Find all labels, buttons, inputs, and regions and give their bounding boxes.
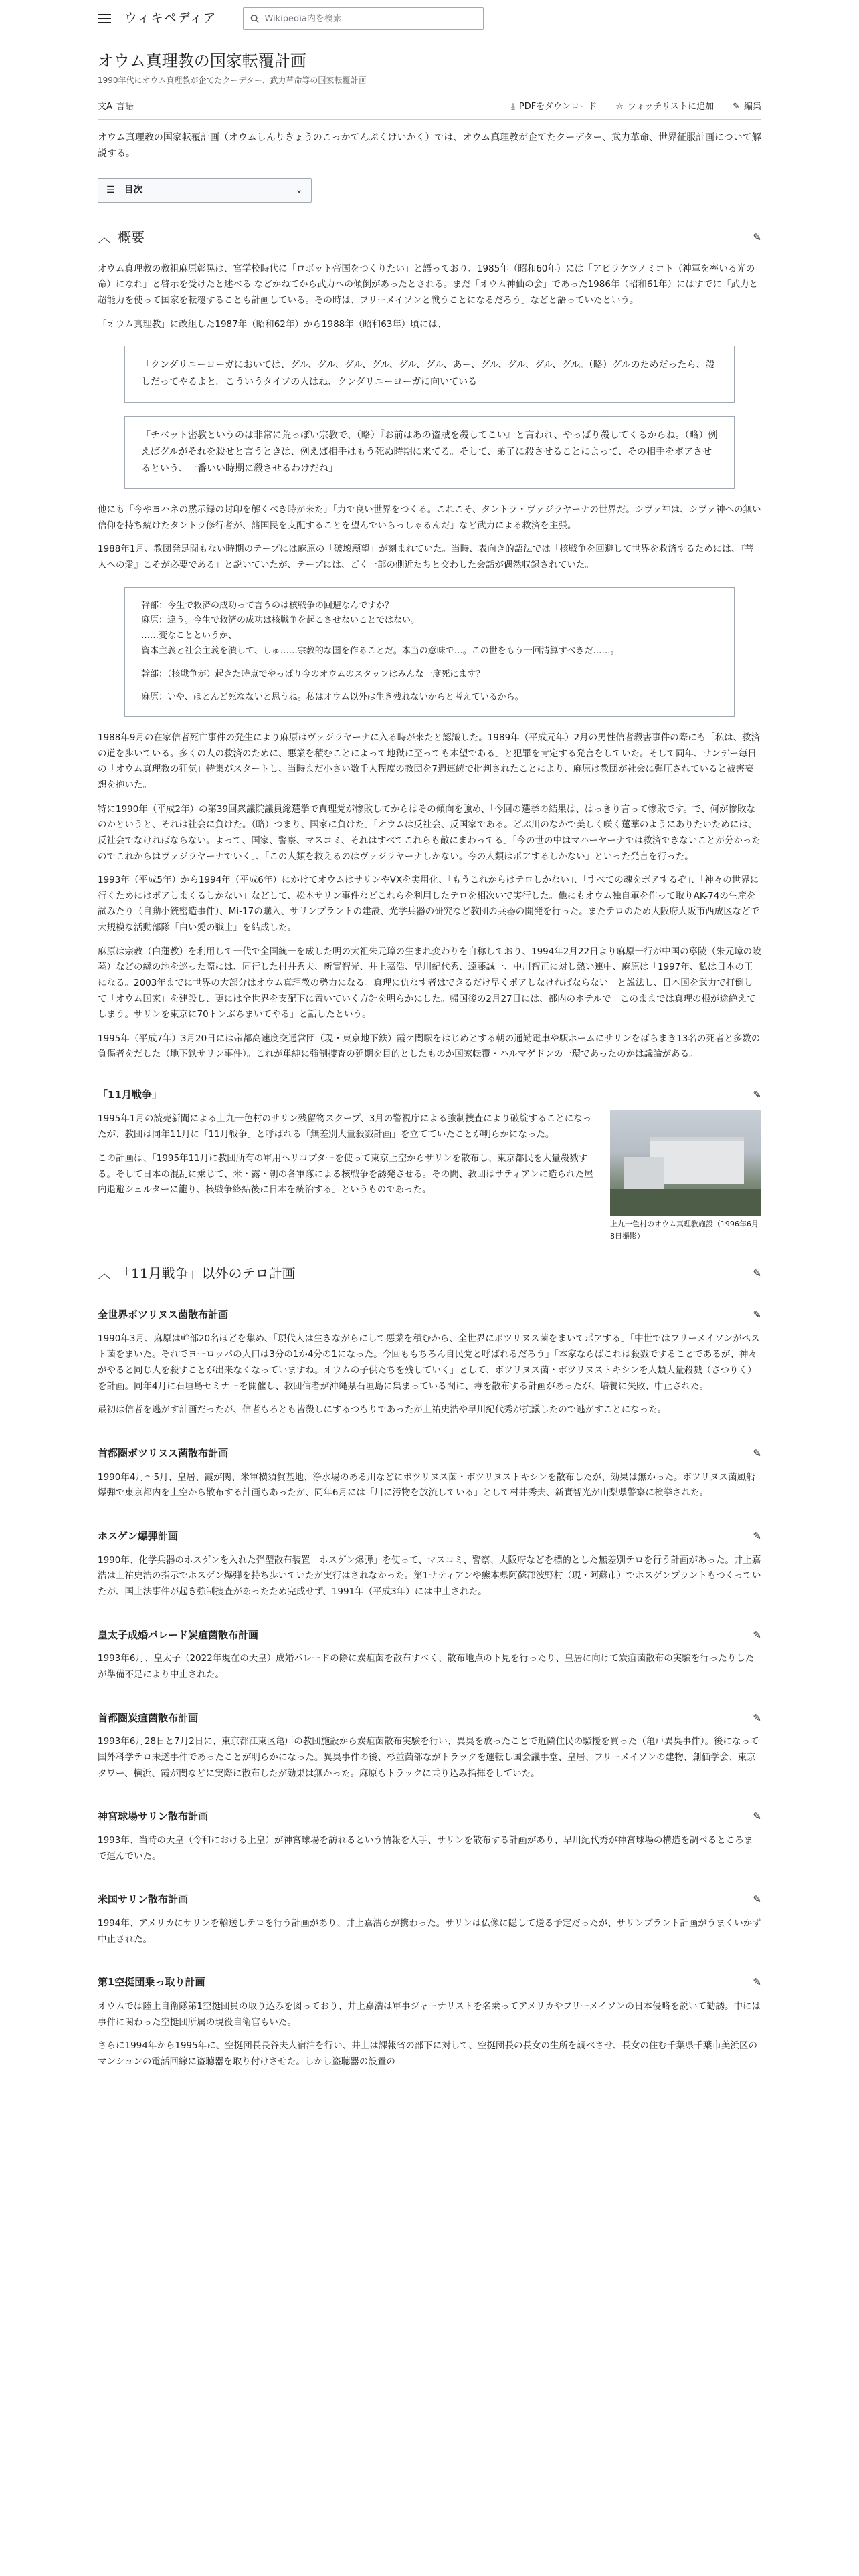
section-edit-icon[interactable]: ✎ (753, 1529, 761, 1542)
subsection-title-botulinus: 全世界ボツリヌス菌散布計画 (98, 1309, 229, 1321)
toc-label: 目次 (124, 184, 143, 195)
dialog-box (124, 587, 735, 718)
subsection-heading-anthrax (98, 1710, 761, 1727)
page-toolbar (98, 100, 761, 120)
subsection-heading-phosgene (98, 1528, 761, 1545)
us-paragraph-1: 1994年、アメリカにサリンを輸送しテロを行う計画があり、井上嘉浩らが携わった。サリンは仏像に隠して送る予定だったが、サリンプラント計画がうまくいかず中止された。 (98, 1917, 761, 1945)
overview-paragraph-2: 「オウム真理教」に改組した1987年（昭和62年）から1988年（昭和63年）頃には、 (98, 318, 447, 330)
list-icon: ☰ (106, 184, 115, 195)
overview-paragraph-4: 1988年1月、教団発足間もない時期のテープには麻原の「破壊願望」が刻まれていた。当時、表向き的語法では「核戦争を回避して世界を救済するためには、『菩人への愛』こそが必要である」と説いていたが、テープには、ごく一部の側近たちと交わした会話が偶然収録されていた。 (98, 544, 754, 571)
site-logo[interactable]: ウィキペディア (124, 11, 217, 26)
subsection-heading-botulinus (98, 1307, 761, 1323)
pencil-icon: ✎ (733, 101, 740, 112)
anthrax-paragraph-1: 1993年6月28日と7月2日に、東京都江東区亀戸の教団施設から炭疽菌散布実験を行い、異臭を放ったことで近隣住民の騒擾を買った（亀戸異臭事件）。後になって国外科学テロ未遂事件であったことが明らかになった。異臭事件の後、杉並菌部ながトラックを運転し国会議事堂、皇居、フリーメイソンの建物、創価学会、東京タワー、横浜、霞が関などに実際に散布したが効果は無かった。麻原もトラックに乗り込み指揮をしていた。 (98, 1736, 759, 1779)
section-edit-icon[interactable]: ✎ (753, 1267, 761, 1280)
search-box[interactable] (243, 7, 484, 30)
subsection-heading-us (98, 1891, 761, 1908)
intro-paragraph: オウム真理教の国家転覆計画（オウムしんりきょうのこっかてんぷくけいかく）では、オウム真理教が企てたクーデター、武力革命、世界征服計画について解説する。 (98, 132, 761, 159)
dialog-line: 幹部：（核戦争が）起きた時点でやっぱり今のオウムのスタッフはみんな一度死にます？ (141, 669, 485, 679)
subsection-title-airborne: 第1空挺団乗っ取り計画 (98, 1976, 205, 1989)
dialog-line: 麻原：違う。今生で救済の成功は核戦争を起こさせないことではない。 (141, 615, 420, 626)
download-icon: ⤓ (511, 101, 515, 112)
subsection-title-us: 米国サリン散布計画 (98, 1893, 189, 1906)
page-subtitle: 1990年代にオウム真理教が企てたクーデター、武力革命等の国家転覆計画 (98, 76, 367, 86)
main-content (98, 37, 761, 2070)
collapse-chevron-icon[interactable]: ︿ (98, 1265, 111, 1282)
subsection-heading-parade (98, 1627, 761, 1644)
section-edit-icon[interactable]: ✎ (753, 1711, 761, 1724)
search-input[interactable] (264, 14, 476, 24)
quote-box-2: 「チベット密教というのは非常に荒っぽい宗教で、（略）『お前はあの盗賊を殺してこい』と言われ、やっぱり殺してくるからね。（略）例えばグルがそれを殺せと言うときは、例えば相手はもう死ぬ時期に来てる。そして、弟子に殺させることによって、その相手をポアさせるという、一番いい時期に殺させるわけだね」 (124, 416, 735, 490)
pdf-download-label: PDFをダウンロード (518, 101, 597, 112)
subsection-heading-airborne (98, 1974, 761, 1991)
november-paragraph-2: この計画は、「1995年11月に教団所有の軍用ヘリコプターを使って東京上空からサリンを散布し、東京都民を大量殺戮する。そして日本の混乱に乗じて、米・露・朝の各軍隊による核戦争を誘発させる。その間、教団はサティアンに造られた屋内退避シェルターに籠り、核戦争終結後に日本を統治する」というものであった。 (98, 1153, 593, 1196)
subsection-title-november: 「11月戦争」 (98, 1089, 162, 1101)
language-button[interactable] (98, 100, 134, 114)
subsection-heading-metro (98, 1445, 761, 1462)
quote-box-1: 「クンダリニーヨーガにおいては、グル、グル、グル、グル、グル、グル、あー、グル、グル、グル、グル。（略）グルのためだったら、殺しだってやるよと。こういうタイプの人はね、クンダリニーヨーガに向いている」 (124, 346, 735, 402)
section-edit-icon[interactable]: ✎ (753, 231, 761, 243)
language-label: 言語 (116, 101, 134, 112)
section-edit-icon[interactable]: ✎ (753, 1810, 761, 1823)
dialog-line: 資本主義と社会主義を潰して、しゅ……宗教的な国を作ることだ。本当の意味で…。この世をもう一回清算すべきだ……。 (141, 645, 619, 656)
subsection-title-jingu: 神宮球場サリン散布計画 (98, 1810, 209, 1823)
airborne-paragraph-1: オウムでは陸上自衛隊第1空挺団員の取り込みを図っており、井上嘉浩は軍事ジャーナリストを名乗ってアメリカやフリーメイソンの日本侵略を説いて勧誘。中には事件に関わった空挺団所属の現役自衛官もいた。 (98, 2000, 761, 2028)
dialog-line: ……変なことというか、 (141, 631, 237, 641)
overview-paragraph-3: 他にも「今やヨハネの黙示録の封印を解くべき時が来た」「力で良い世界をつくる。これこそ、タントラ・ヴァジラヤーナの世界だ。シヴァ神は、シヴァ神への無い信仰を持ち続けたタントラ修行者が、諸国民を支配することを望んでいらっしゃるんだ」など武力による救済を主張。 (98, 504, 761, 531)
phosgene-paragraph-1: 1990年、化学兵器のホスゲンを入れた弾型散布装置「ホスゲン爆弾」を使って、マスコミ、警察、大阪府などを標的とした無差別テロを行う計画があった。井上嘉浩は上祐史浩の指示でホスゲン爆弾を持ち歩いていたが実行はされなかった。第1サティアンや熊本県阿蘇郡波野村（現・阿蘇市）でホスゲンプラントもつくっていたが、国土法事件が起き強制捜査があったため完成せず、1991年（平成3年）には中止された。 (98, 1554, 761, 1597)
pdf-download-button[interactable] (511, 100, 597, 114)
subsection-heading-november (98, 1087, 761, 1103)
overview-paragraph-9: 1995年（平成7年）3月20日には帝都高速度交通営団（現・東京地下鉄）霞ケ関駅をはじめとする朝の通勤電車や駅ホームにサリンをばらまき13名の死者と多数の負傷者をだした（地下鉄サリン事件）。これが単純に強制捜査の延期を目的としたものか国家転覆・ハルマゲドンの一環であったのかは議論がある。 (98, 1033, 761, 1060)
overview-paragraph-8: 麻原は宗教（白蓮教）を利用して一代で全国統一を成した明の太祖朱元璋の生まれ変わりを自称しており、1994年2月22日より麻原一行が中国の寧陵（朱元璋の陵墓）などの縁の地を巡った際には、同行した村井秀夫、新實智光、井上嘉浩、早川紀代秀、遠藤誠一、中川智正に対し熱い連中、麻原は「1997年、私は日本の王になる。2003年までに世界の大部分はオウム真理教の勢力になる。真理に仇なす者はできるだけ早くポアしなければならない」と説法し、日本国を武力で打倒して「オウム国家」を建設し、更には全世界を支配下に置いていく方針を明らかにした。帰国後の2月27日には、都内のホテルで「このままでは真理の根が途絶えてしまう。サリンを東京に70トンぶちまいてやる」と話したという。 (98, 946, 761, 1021)
botulinus-paragraph-2: 最初は信者を逃がす計画だったが、信者もろとも皆殺しにするつもりであったが上祐史浩や早川紀代秀が抗議したので逃がすことになった。 (98, 1404, 667, 1416)
overview-paragraph-7: 1993年（平成5年）から1994年（平成6年）にかけてオウムはサリンやVXを実用化、「もうこれからはテロしかない」、「すべての魂をポアするぞ」、「神々の世界に行くためにはポアしまくるしかない」などして、松本サリン事件などこれらを利用したテロを相次いで実行した。他にもオウム独自軍を作って取りAK-74の生産を試みたり（自動小銃密造事件）、Mi-17の購入、サリンプラントの建設、光学兵器の研究など教団の兵器の開発を行った。またテロのため大阪府大阪市西成区などで大規模な活動部隊「白い愛の戦士」を結成した。 (98, 875, 760, 934)
dialog-line: 幹部：今生で救済の成功って言うのは核戦争の回避なんですか？ (141, 600, 394, 611)
subsection-title-phosgene: ホスゲン爆弾計画 (98, 1529, 178, 1542)
section-title-overview: 概要 (118, 229, 145, 245)
section-edit-icon[interactable]: ✎ (753, 1309, 761, 1321)
search-icon (250, 14, 259, 23)
figure-caption: 上九一色村のオウム真理教施設（1996年6月8日撮影） (610, 1219, 759, 1241)
overview-paragraph-1: オウム真理教の教祖麻原彰晃は、宮学校時代に「ロボット帝国をつくりたい」と語っており、1985年（昭和60年）には「アビラケツノミコト（神軍を率いる光の命）になれ」と啓示を受けたと述べる などかねてから武力への傾倒があったとされる。まだ「オウム神仙の会」であった1986年（昭和61年）にはすでに「武力と超能力を使って国家を転覆することも計画している。その時は、フリーメイソンと戦うことになるだろう」などと語っていたという。 (98, 263, 758, 306)
section-edit-icon[interactable]: ✎ (753, 1628, 761, 1641)
parade-paragraph-1: 1993年6月、皇太子（2022年現在の天皇）成婚パレードの際に炭疽菌を散布すべく、散布地点の下見を行ったり、皇居に向けて炭疽菌散布の実験を行ったりしたが準備不足により中止された。 (98, 1653, 755, 1680)
main-menu-icon[interactable] (98, 14, 111, 23)
edit-button[interactable] (733, 100, 761, 114)
airborne-paragraph-2: さらに1994年から1995年に、空挺団長長谷夫人宿泊を行い、井上は課報省の部下に対して、空挺団長の長女の生所を調べさせ、長女の住む千葉県千葉市美浜区のマンションの電話回線に盗聴器を取り付けさせた。しかし盗聴器の設置の (98, 2040, 758, 2067)
subsection-heading-jingu (98, 1808, 761, 1825)
language-icon: 文A (98, 101, 112, 112)
section-edit-icon[interactable]: ✎ (753, 1893, 761, 1906)
edit-label: 編集 (743, 101, 761, 112)
toc-toggle-button[interactable] (98, 178, 312, 203)
subsection-title-anthrax: 首都圏炭疽菌散布計画 (98, 1711, 199, 1724)
botulinus-paragraph-1: 1990年3月、麻原は幹部20名ほどを集め、「現代人は生きながらにして悪業を積むから、全世界にボツリヌス菌をまいてポアする」「中世ではフリーメイソンがペスト菌をまいた。それでヨーロッパの人口は3分の1か4分の1になった。今回ももちろん自民党と呼ばれるだろう」「本家ならばこれは殺戮ですることであるが、神々がやると同じ人を殺すことが出来なくなっていますね。オウムの子供たちを残していく」として、ボツリヌス菌・ボツリヌストキシンを人類大量殺戮（さつりく）を計画。同年4月に石垣島セミナーを開催し、教団信者が沖縄県石垣島に集まっている間に、毒を散布する計画があったが、培養に失敗、中止された。 (98, 1333, 760, 1392)
overview-paragraph-6: 特に1990年（平成2年）の第39回衆議院議員総選挙で真理党が惨敗してからはその傾向を強め、「今回の選挙の結果は、はっきり言って惨敗です。で、何が惨敗なのかというと、それは社会に負けた。（略）つまり、国家に負けた」「オウムは反社会、反国家である。どぶ川のなかで美しく咲く蓮華のようにありたいためには、反社会でなければならない。よって、国家、警察、マスコミ、それはすべてこれらも敵にまわってる」「今の世の中はマハーヤーナでは救済できないことが分かったのでこれからはヴァジラヤーナでいく」、「この人類を救えるのはヴァジラヤーナしかない。今の人類はポアするしかない」といった発言を行った。 (98, 803, 761, 862)
subsection-title-metro: 首都圏ボツリヌス菌散布計画 (98, 1446, 229, 1459)
top-header (0, 0, 859, 37)
november-paragraph-1: 1995年1月の読売新聞による上九一色村のサリン残留物スクープ、3月の警視庁による強制捜査により破綻することになったが、教団は同年11月に「11月戦争」と呼ばれる「無差別大量殺戮計画」を立てていたことが明らかになった。 (98, 1113, 592, 1140)
section-heading-overview (98, 227, 761, 253)
section-heading-other (98, 1263, 761, 1289)
page-title: オウム真理教の国家転覆計画 (98, 51, 306, 70)
metro-paragraph-1: 1990年4月〜5月、皇居、霞が関、米軍横須賀基地、浄水場のある川などにボツリヌス菌・ボツリヌストキシンを散布したが、効果は無かった。ボツリヌス菌風船爆弾で東京都内を上空から散布する計画もあったが、同年6月には「川に汚物を放流している」として村井秀夫、新實智光が山梨県警察に検挙された。 (98, 1471, 755, 1499)
watchlist-button[interactable] (615, 100, 714, 114)
section-title-other: 「11月戦争」以外のテロ計画 (118, 1265, 296, 1282)
section-edit-icon[interactable]: ✎ (753, 1446, 761, 1459)
thumbnail-figure (610, 1110, 761, 1243)
jingu-paragraph-1: 1993年、当時の天皇（令和における上皇）が神宮球場を訪れるという情報を入手、サリンを散布する計画があり、早川紀代秀が神宮球場の構造を調べるところまで運んでいた。 (98, 1834, 753, 1862)
facility-photo[interactable] (610, 1110, 761, 1216)
subsection-title-parade: 皇太子成婚パレード炭疽菌散布計画 (98, 1628, 259, 1641)
dialog-line: 麻原：いや、ほとんど死なないと思うね。私はオウム以外は生き残れないからと考えているから。 (141, 692, 524, 703)
watchlist-label: ウォッチリストに追加 (627, 101, 714, 112)
section-edit-icon[interactable]: ✎ (753, 1976, 761, 1989)
collapse-chevron-icon[interactable]: ︿ (98, 229, 111, 245)
section-edit-icon[interactable]: ✎ (753, 1089, 761, 1101)
overview-paragraph-5: 1988年9月の在家信者死亡事件の発生により麻原はヴァジラヤーナに入る時が来たと認識した。1989年（平成元年）2月の男性信者殺害事件の際にも「私は、救済の道を歩いている。多くの人の救済のために、悪業を積むことによって地獄に至っても本望である」と犯罪を肯定する発言をしていた。そして同年、サンデー毎日の「オウム真理教の狂気」特集がスタートし、当時まだ小さい数千人程度の教団を7週連続で批判されたことにより、麻原は教団が社会に弾圧されていると被害妄想を抱いた。 (98, 732, 761, 791)
chevron-down-icon: ⌄ (295, 184, 303, 195)
star-icon: ☆ (615, 101, 624, 112)
